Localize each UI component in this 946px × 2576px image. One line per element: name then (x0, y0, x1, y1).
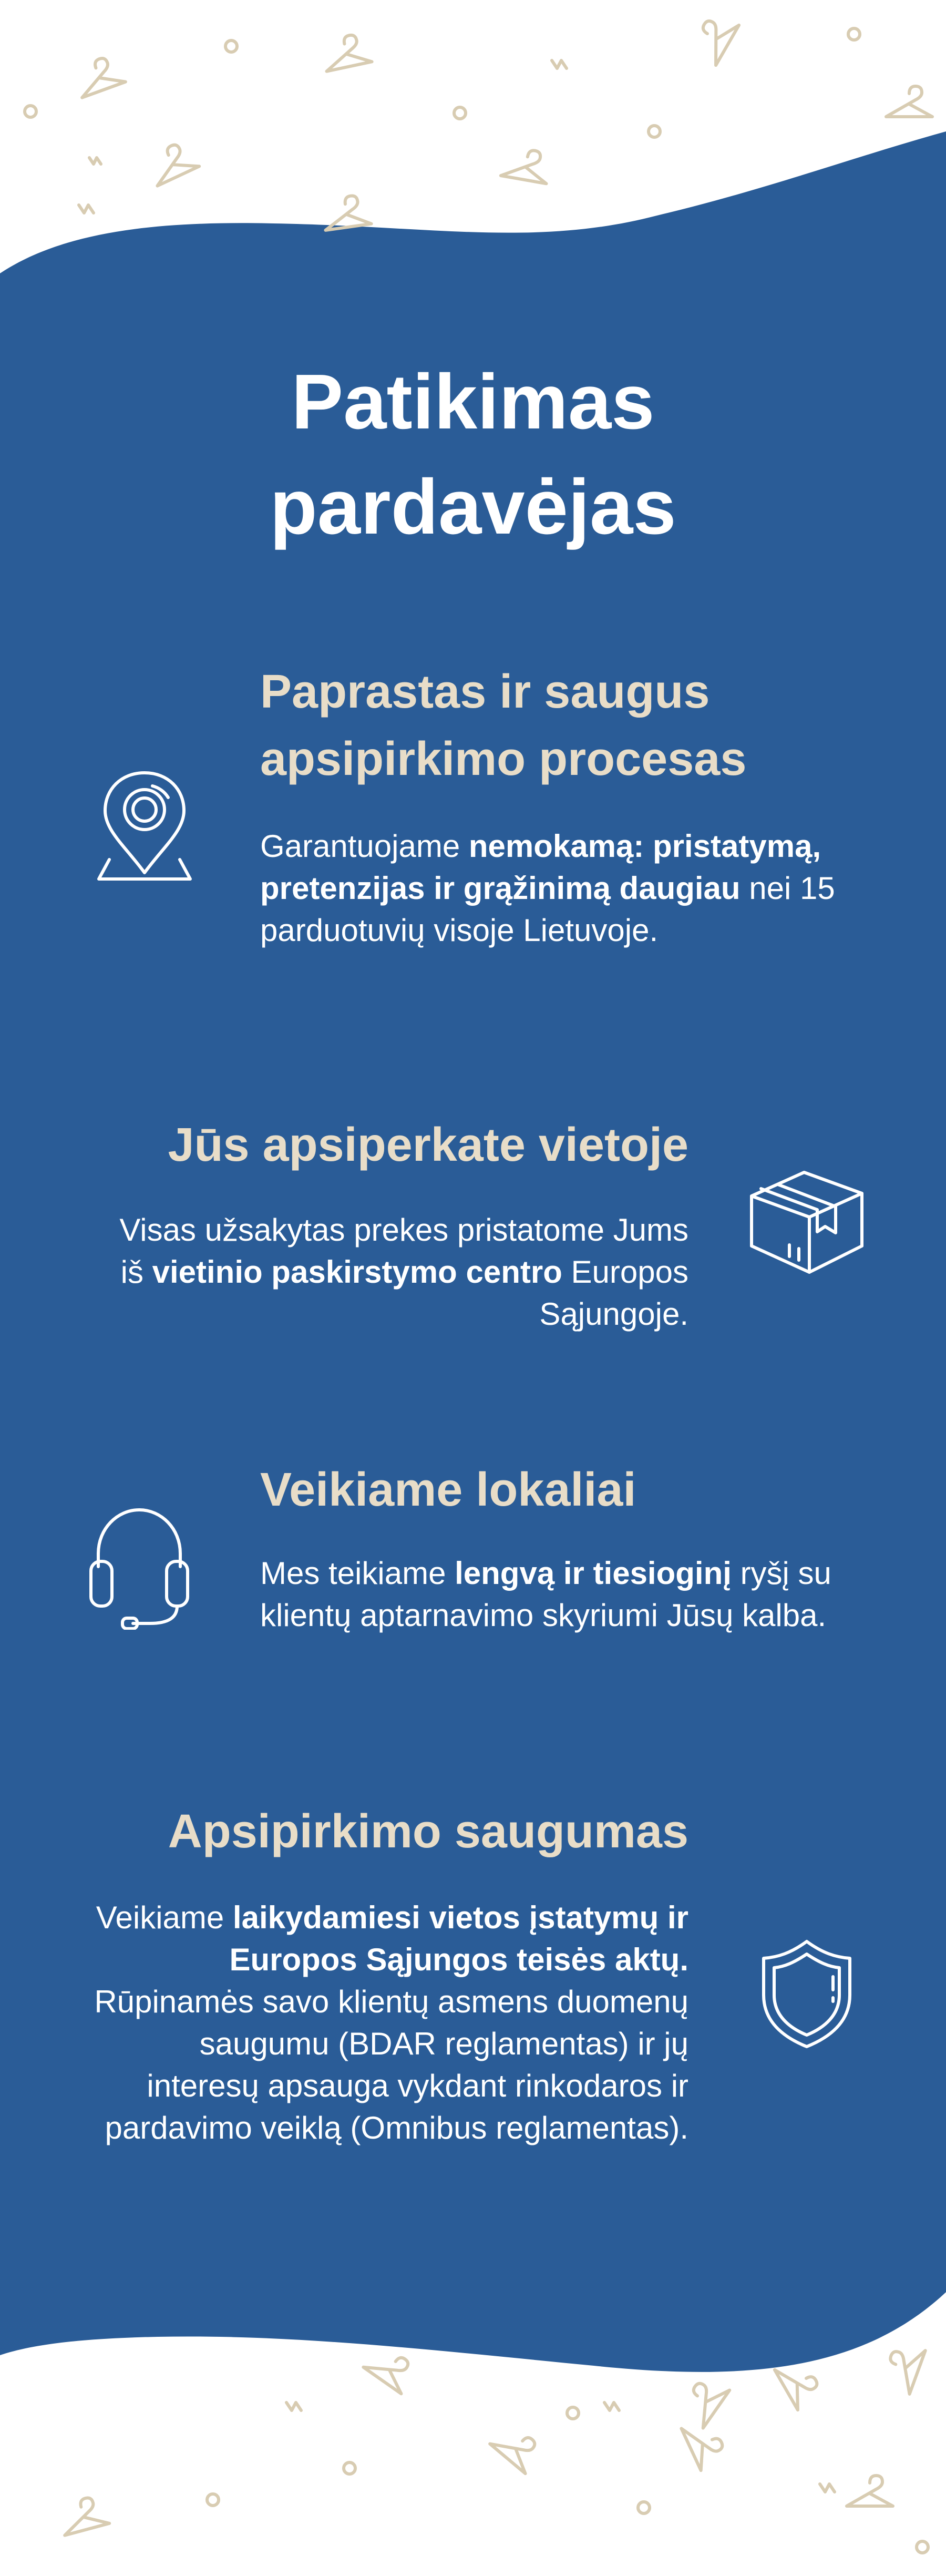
title-line-2: pardavėjas (270, 464, 676, 550)
hanger-doodles-bottom (57, 2340, 928, 2553)
hanger-icon (320, 32, 372, 71)
section-heading: Jūs apsiperkate vietoje (168, 1119, 688, 1171)
section-heading: Paprastas ir saugus apsipirkimo procesas (260, 666, 747, 785)
package-box-icon (746, 1159, 867, 1280)
hanger-icon (363, 2342, 418, 2394)
hanger-icon (71, 53, 126, 98)
hanger-icon (678, 2373, 729, 2428)
hanger-icon (321, 193, 371, 230)
section-body: Mes teikiame lengvą ir tiesioginį ryšį su klientų aptarnavimo skyriumi Jūsų kalba. (260, 1556, 831, 1633)
section-body: Visas užsakytas prekes pristatome Jums iš vietinio paskirstymo centro Europos Sąjungoje. (119, 1212, 688, 1332)
hanger-icon (490, 2420, 545, 2473)
title-line-1: Patikimas (291, 359, 655, 445)
section-heading: Veikiame lokaliai (260, 1464, 636, 1516)
headset-icon (87, 1504, 192, 1630)
hanger-icon (57, 2494, 109, 2536)
section-body: Veikiame laikydamiesi vietos įstatymų ir Europos Sąjungos teisės aktų. Rūpinamės savo klientų asmens duomenų saugumu (BDAR reglamentas) ir jų interesų apsauga vykdant rinkodaros ir pardavimo veiklą (Omnibus reglamentas). (94, 1900, 688, 2145)
hanger-icon (847, 2476, 893, 2506)
hanger-icon (145, 139, 199, 186)
shield-icon (759, 1937, 854, 2050)
page-title (0, 350, 946, 560)
hanger-icon (501, 146, 552, 183)
hanger-icon (886, 86, 932, 117)
section-body: Garantuojame nemokamą: pristatymą, pretenzijas ir grąžinimą daugiau nei 15 parduotuvių visoje Lietuvoje. (260, 829, 835, 948)
location-pin-icon (95, 762, 194, 883)
section-heading: Apsipirkimo saugumas (168, 1805, 688, 1858)
hanger-icon (881, 2340, 926, 2394)
hanger-icon (690, 10, 739, 65)
